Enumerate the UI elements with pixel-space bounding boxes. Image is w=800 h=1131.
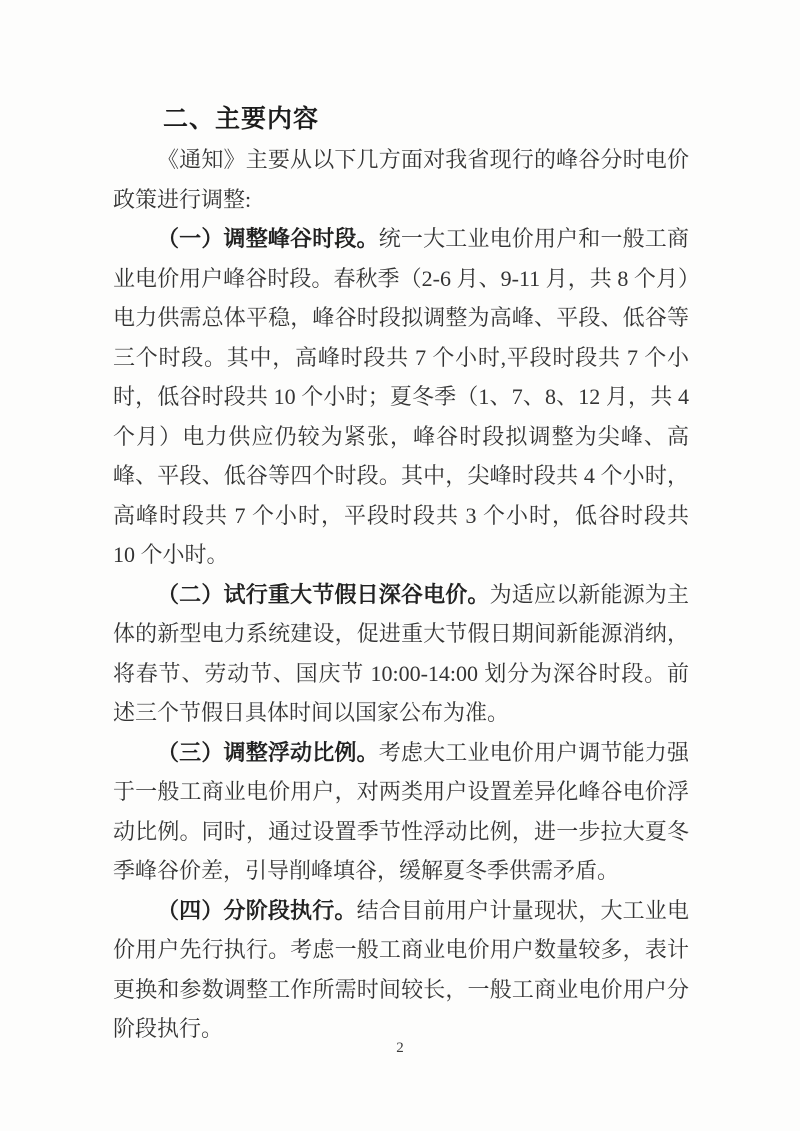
document-content [113, 98, 689, 1049]
paragraph-text: 《通知》主要从以下几方面对我省现行的峰谷分时电价政策进行调整: [113, 147, 689, 212]
paragraph [113, 575, 689, 733]
paragraph-text: 考虑大工业电价用户调节能力强于一般工商业电价用户，对两类用户设置差异化峰谷电价浮动比例。同时，通过设置季节性浮动比例，进一步拉大夏冬季峰谷价差，引导削峰填谷，缓解夏冬季供需矛盾。 [113, 739, 689, 883]
page-number: 2 [396, 1040, 404, 1056]
paragraph-lead: （四）分阶段执行。 [157, 897, 357, 923]
paragraph-text: 为适应以新能源为主体的新型电力系统建设，促进重大节假日期间新能源消纳，将春节、劳动节、国庆节 10:00-14:00 划分为深谷时段。前述三个节假日具体时间以国家公布为准。 [113, 581, 689, 725]
paragraph [113, 733, 689, 891]
paragraph-lead: （一）调整峰谷时段。 [157, 226, 379, 251]
section-heading: 二、主要内容 [163, 105, 320, 133]
paragraph-list [113, 140, 689, 1049]
paragraph-lead: （三）调整浮动比例。 [157, 739, 379, 765]
paragraph-lead: （二）试行重大节假日深谷电价。 [157, 581, 490, 607]
paragraph-text: 结合目前用户计量现状，大工业电价用户先行执行。考虑一般工商业电价用户数量较多，表计更换和参数调整工作所需时间较长，一般工商业电价用户分阶段执行。 [113, 897, 689, 1041]
paragraph [113, 219, 689, 575]
paragraph [113, 140, 689, 219]
paragraph [113, 891, 689, 1049]
paragraph-text: 统一大工业电价用户和一般工商业电价用户峰谷时段。春秋季（2-6 月、9-11 月，共 8 个月）电力供需总体平稳，峰谷时段拟调整为高峰、平段、低谷等三个时段。其中，高峰时段共 7 个小时,平段时段共 7 个小时，低谷时段共 10 个小时；夏冬季（1、7、8、12 月，共 4 个月）电力供应仍较为紧张，峰谷时段拟调整为尖峰、高峰、平段、低谷等四个时段。其中，尖峰时段共 4 个小时，高峰时段共 7 个小时，平段时段共 3 个小时，低谷时段共 10 个小时。 [113, 226, 689, 567]
